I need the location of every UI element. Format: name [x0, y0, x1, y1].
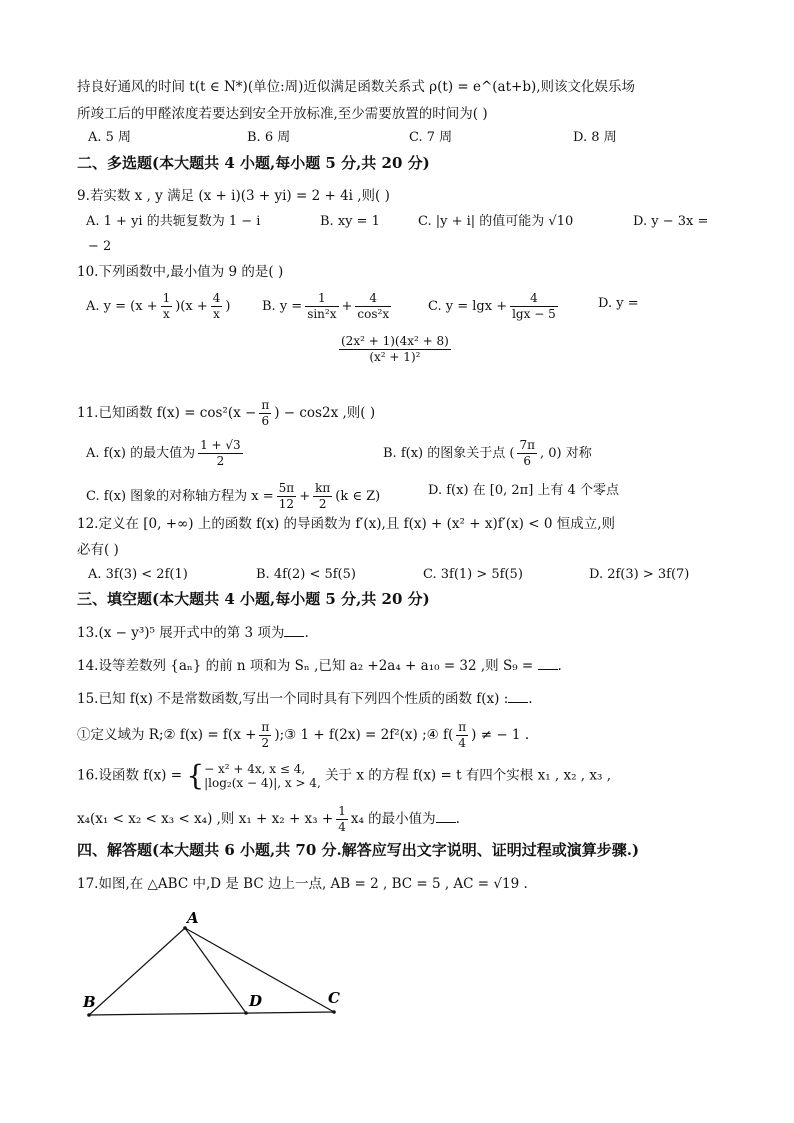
numerator: 1 + √3 — [200, 438, 241, 452]
q9-option-d: D. y − 3x = — [633, 214, 709, 229]
denominator: 12 — [278, 497, 295, 511]
fraction-kpi-over-2 — [313, 481, 332, 512]
denominator: 2 — [216, 454, 225, 468]
label-b: B — [83, 993, 96, 1011]
q12-option-c: C. 3f(1) > 5f(5) — [423, 567, 523, 582]
denominator: 6 — [523, 454, 532, 468]
q12-option-a: A. 3f(3) < 2f(1) — [88, 567, 188, 582]
numerator: 5π — [278, 481, 295, 495]
q13: 13.(x − y³)⁵ 展开式中的第 3 项为 . — [77, 625, 309, 641]
answer-blank — [508, 690, 528, 703]
q10-option-d: D. y = — [598, 296, 639, 311]
case-2: |log₂(x − 4)|, x > 4, — [204, 776, 321, 790]
q15-text: 15.已知 f(x) 不是常数函数,写出一个同时具有下列四个性质的函数 f(x) : — [77, 691, 509, 707]
denominator: 4 — [338, 820, 346, 834]
denominator: 6 — [261, 414, 270, 428]
answer-blank — [284, 624, 304, 637]
q10-a-suffix: ) — [225, 299, 231, 314]
section-solution-title: 四、解答题(本大题共 6 小题,共 70 分.解答应写出文字说明、证明过程或演算步骤.) — [77, 841, 640, 859]
left-brace: { — [186, 759, 205, 792]
fraction-pi-over-6 — [259, 398, 271, 429]
denominator: x — [213, 307, 220, 321]
label-c: C — [328, 989, 340, 1007]
q16-suffix: 关于 x 的方程 f(x) = t 有四个实根 x₁ , x₂ , x₃ , — [325, 767, 612, 784]
q9-stem: 9.若实数 x , y 满足 (x + i)(3 + yi) = 2 + 4i ,则( ) — [77, 188, 390, 204]
numerator: kπ — [315, 481, 331, 495]
section-multiple-choice-title: 二、多选题(本大题共 4 小题,每小题 5 分,共 20 分) — [77, 154, 430, 172]
q10-option-d-expression — [336, 334, 454, 365]
q8-option-c: C. 7 周 — [409, 130, 453, 145]
q17-stem: 17.如图,在 △ABC 中,D 是 BC 边上一点, AB = 2 , BC = 5 , AC = √19 . — [77, 876, 528, 892]
numerator: π — [261, 720, 270, 734]
denominator: 2 — [261, 736, 270, 750]
numerator: π — [458, 720, 467, 734]
q16-line1 — [77, 759, 612, 792]
denominator: cos²x — [357, 307, 390, 321]
fraction-1-over-x — [161, 291, 173, 322]
q11-option-d: D. f(x) 在 [0, 2π] 上有 4 个零点 — [428, 483, 619, 498]
q12-option-d: D. 2f(3) > 3f(7) — [589, 567, 690, 582]
fraction-1-over-4 — [336, 804, 348, 835]
denominator: x — [163, 307, 170, 321]
q15-props-mid: );③ 1 + f(2x) = 2f²(x) ;④ f( — [274, 727, 454, 743]
fraction-pi-over-4 — [456, 720, 468, 751]
q8-stem-line1: 持良好通风的时间 t(t ∈ N*)(单位:周)近似满足函数关系式 ρ(t) = e^(at+b),则该文化娱乐场 — [77, 79, 636, 95]
q10-option-b: B. y = $\frac{1}{\text{sin²x}}$ + $\frac{4}{\text{cos²x}}$ — [262, 291, 390, 321]
piecewise-cases — [204, 762, 321, 790]
fraction-1-over-sin2x — [305, 291, 338, 322]
q10-a-mid: )(x + — [175, 299, 208, 314]
fraction-1-plus-root3-over-2 — [198, 438, 243, 469]
case-1: − x² + 4x, x ≤ 4, — [204, 762, 306, 776]
q11-stem-prefix: 11.已知函数 f(x) = cos²(x − — [77, 405, 257, 421]
q16-line2-suffix: x₄ 的最小值为 — [350, 811, 436, 827]
label-a: A — [187, 909, 199, 927]
numerator: 4 — [355, 291, 391, 307]
numerator: 1 — [338, 804, 346, 818]
q11-option-b — [383, 438, 592, 469]
q11-option-a — [86, 438, 246, 469]
label-d: D — [249, 992, 263, 1010]
numerator: π — [261, 398, 270, 412]
q16-line2-prefix: x₄(x₁ < x₂ < x₃ < x₄) ,则 x₁ + x₂ + x₃ + — [77, 811, 334, 827]
q11-option-c: C. f(x) 图象的对称轴方程为 x = $\frac{5\pi}{12}$ + $\frac{k\pi}{2}$ (k ∈ Z) — [86, 481, 381, 511]
fraction-7pi-over-6 — [517, 438, 537, 469]
q8-option-b: B. 6 周 — [247, 130, 291, 145]
q11-a-prefix: A. f(x) 的最大值为 — [86, 446, 196, 461]
answer-blank — [538, 657, 558, 670]
fraction-d-expression — [339, 334, 451, 365]
q11-stem — [77, 398, 375, 429]
q11-c-prefix: C. f(x) 图象的对称轴方程为 x = — [86, 489, 274, 504]
q16-line2: x₄(x₁ < x₂ < x₃ < x₄) ,则 x₁ + x₂ + x₃ + $\frac{1}{4}$ x₄ 的最小值为 . — [77, 804, 460, 834]
numerator: 4 — [510, 291, 558, 307]
q9-option-d-continued: − 2 — [88, 239, 112, 254]
segment-ad — [185, 928, 246, 1013]
q11-b-prefix: B. f(x) 的图象关于点 ( — [383, 446, 515, 461]
numerator: 1 — [305, 291, 338, 307]
q15-props-prefix: ①定义域为 R;② f(x) = f(x + — [77, 727, 257, 743]
fraction-4-over-x — [211, 291, 223, 322]
point-b — [87, 1013, 91, 1017]
q8-option-a: A. 5 周 — [88, 130, 132, 145]
numerator: (2x² + 1)(4x² + 8) — [341, 334, 449, 348]
q9-option-c: C. |y + i| 的值可能为 √10 — [418, 214, 574, 229]
q15-properties — [77, 720, 529, 751]
q16-prefix: 16.设函数 f(x) = — [77, 767, 183, 784]
q10-c-prefix: C. y = lgx + — [428, 299, 508, 314]
point-d — [244, 1011, 248, 1015]
answer-blank — [436, 810, 456, 823]
triangle-figure — [75, 905, 375, 1035]
numerator: 4 — [212, 291, 221, 305]
q8-stem-line2: 所竣工后的甲醛浓度若要达到安全开放标准,至少需要放置的时间为( ) — [77, 106, 488, 122]
section-fill-in-title: 三、填空题(本大题共 4 小题,每小题 5 分,共 20 分) — [77, 590, 430, 608]
fraction-4-over-lgx-minus-5 — [510, 291, 558, 322]
denominator: 4 — [458, 736, 467, 750]
q11-b-suffix: , 0) 对称 — [539, 446, 592, 461]
fraction-4-over-cos2x — [355, 291, 391, 322]
q14-text: 14.设等差数列 {aₙ} 的前 n 项和为 Sₙ ,已知 a₂ +2a₄ + a₁₀ = 32 ,则 S₉ = — [77, 658, 534, 674]
q10-b-prefix: B. y = — [262, 299, 303, 314]
numerator: 7π — [519, 438, 535, 452]
q10-option-a — [86, 291, 230, 322]
q12-stem-line2: 必有( ) — [77, 542, 119, 558]
side-ab — [89, 928, 185, 1015]
q11-stem-suffix: ) − cos2x ,则( ) — [274, 405, 376, 421]
q10-option-c — [428, 291, 561, 322]
q9-option-a: A. 1 + yi 的共轭复数为 1 − i — [86, 214, 261, 229]
denominator: (x² + 1)² — [369, 350, 421, 364]
q12-stem-line1: 12.定义在 [0, +∞) 上的函数 f(x) 的导函数为 f′(x),且 f(x) + (x² + x)f′(x) < 0 恒成立,则 — [77, 516, 616, 532]
q11-c-suffix: (k ∈ Z) — [335, 489, 381, 504]
numerator: 1 — [162, 291, 171, 305]
q13-text: 13.(x − y³)⁵ 展开式中的第 3 项为 — [77, 625, 285, 641]
q14: 14.设等差数列 {aₙ} 的前 n 项和为 Sₙ ,已知 a₂ +2a₄ + a₁₀ = 32 ,则 S₉ = . — [77, 658, 562, 674]
denominator: sin²x — [307, 307, 337, 321]
q10-a-prefix: A. y = (x + — [86, 299, 158, 314]
denominator: lgx − 5 — [512, 307, 556, 321]
q12-option-b: B. 4f(2) < 5f(5) — [256, 567, 356, 582]
q8-option-d: D. 8 周 — [573, 130, 617, 145]
denominator: 2 — [318, 497, 327, 511]
q15: 15.已知 f(x) 不是常数函数,写出一个同时具有下列四个性质的函数 f(x) : . — [77, 691, 533, 707]
q9-option-b: B. xy = 1 — [320, 214, 380, 229]
q10-stem: 10.下列函数中,最小值为 9 的是( ) — [77, 264, 284, 280]
side-bc — [89, 1012, 334, 1015]
point-c — [332, 1010, 336, 1014]
fraction-pi-over-2 — [259, 720, 271, 751]
q15-props-suffix: ) ≠ − 1 . — [471, 727, 530, 743]
fraction-5pi-over-12 — [277, 481, 297, 512]
